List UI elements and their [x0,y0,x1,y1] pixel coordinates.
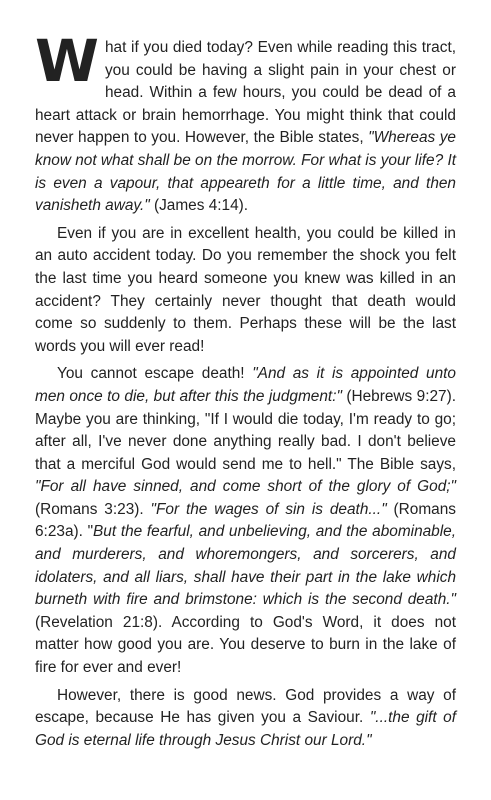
scripture-quote: "...the gift of God is eternal life through Jesus Christ our Lord." [35,709,456,749]
body-text: hat if you died today? Even while reading this tract, you could be having a slight pain in your chest or head. Within a few hours, you could be dead of a heart attack or brain hemorrhage. You might think that could never happen to you. However, the Bible states, [35,39,456,147]
body-text: However, there is good news. God provides a way of escape, because He has given you a Saviour. [35,686,456,727]
scripture-quote: But the fearful, and unbelieving, and the abominable, and murderers, and whoremongers, and sorcerers, and idolaters, and all liars, shall have their part in the lake which burneth with fire and brimstone: which is the second death." [35,523,456,609]
paragraph [35,685,456,753]
scripture-quote: "And as it is appointed unto men once to die, but after this the judgment:" [35,365,456,405]
drop-cap: W [35,27,99,95]
body-text: (Revelation 21:8). According to God's Word, it does not matter how good you are. You deserve to burn in the lake of fire for ever and ever! [35,613,456,677]
scripture-quote: "Whereas ye know not what shall be on the morrow. For what is your life? It is even a vapour, that appeareth for a little time, and then vanisheth away." [35,129,456,215]
scripture-quote: "For all have sinned, and come short of the glory of God;" [35,478,456,496]
scripture-reference: (Romans 6:23a). " [35,500,456,541]
body-text: Even if you are in excellent health, you could be killed in an auto accident today. Do you remember the shock you felt the last time you heard someone you knew was killed in an accident? They certainly never thought that death would come so suddenly to them. Perhaps these will be the last words you will ever read! [35,224,456,355]
body-text: (Hebrews 9:27). Maybe you are thinking, "If I would die today, I'm ready to go; after all, I've never done anything really bad. I don't believe that a merciful God would send me to hell." The Bible says, [35,387,456,473]
scripture-reference: (James 4:14). [149,197,249,215]
scripture-reference: (Romans 3:23). [35,500,151,518]
tract-page [35,27,456,757]
scripture-quote: "For the wages of sin is death..." [150,500,387,518]
paragraph [35,27,456,218]
body-text: You cannot escape death! [57,365,253,383]
paragraph [35,223,456,359]
paragraph [35,363,456,679]
